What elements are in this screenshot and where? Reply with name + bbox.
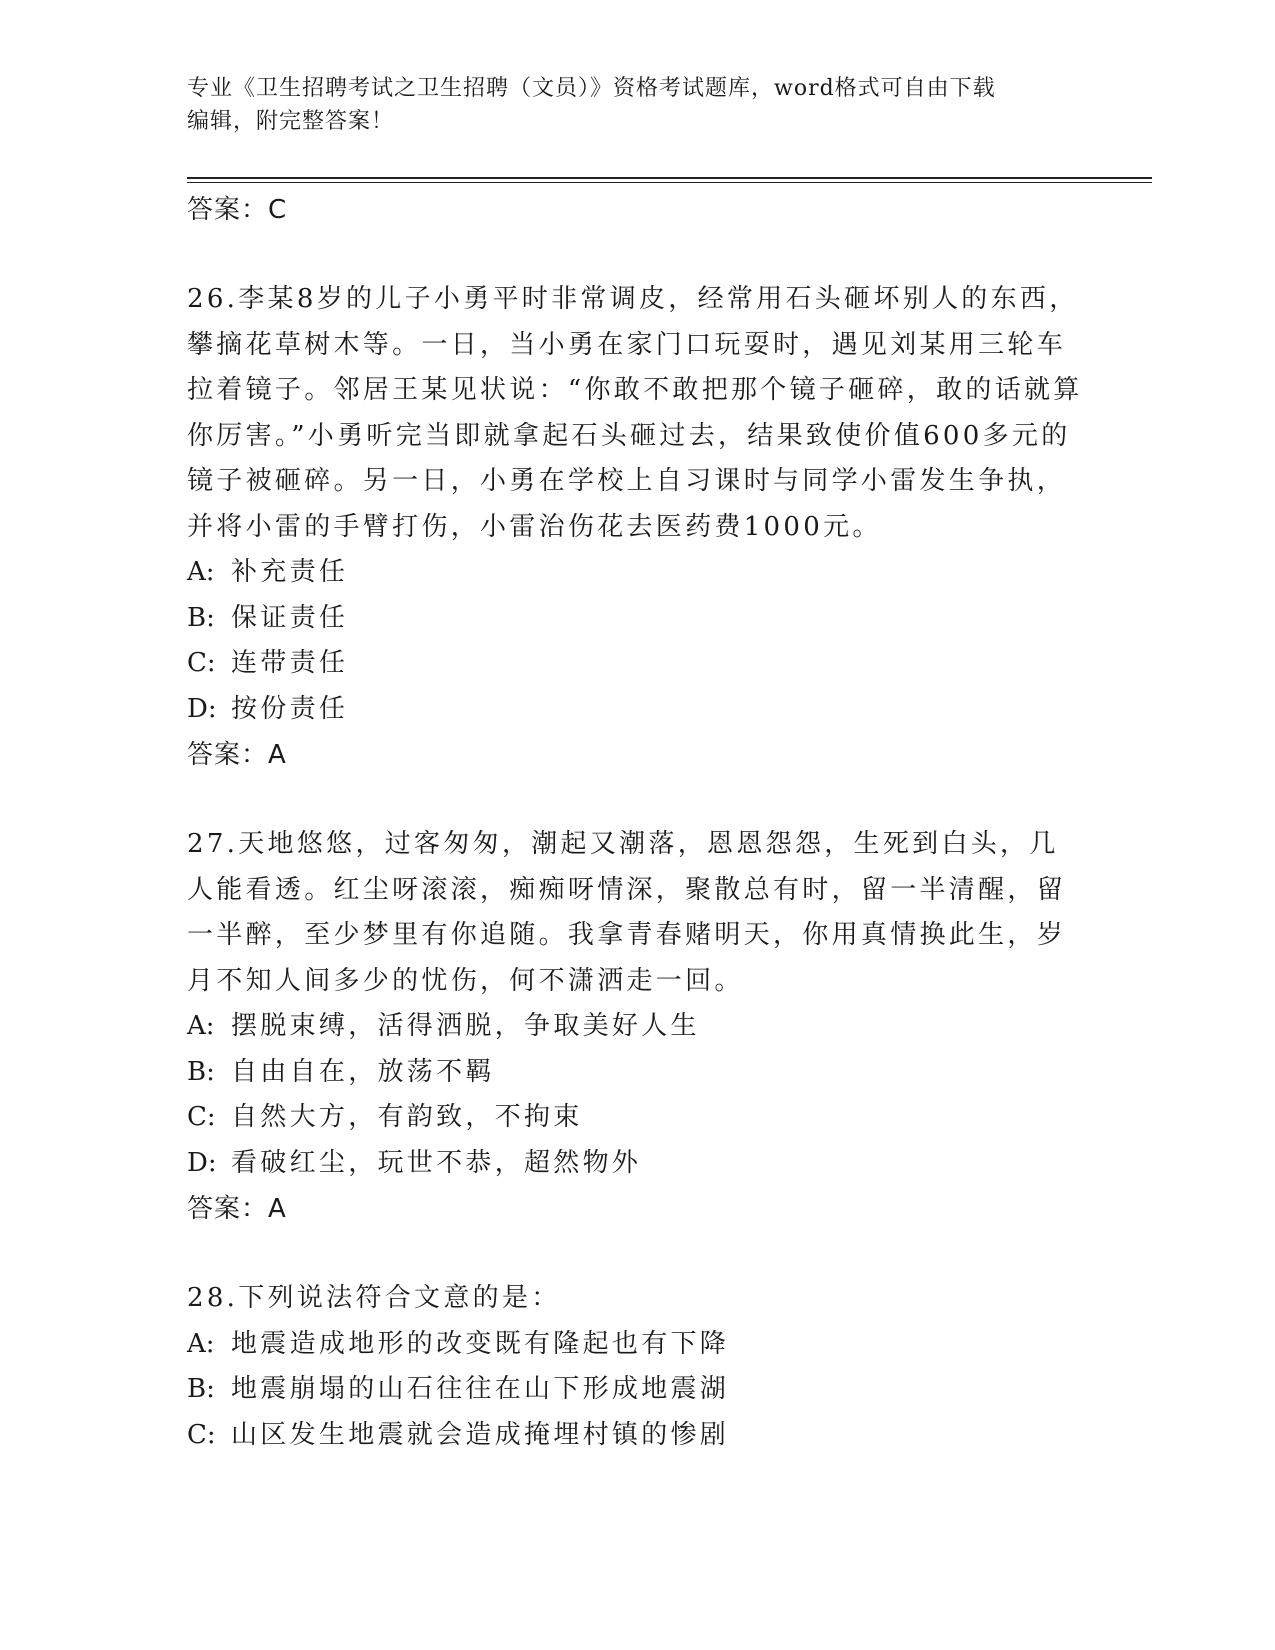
spacer (187, 233, 1087, 277)
question-stem: 28.下列说法符合文意的是： (187, 1283, 561, 1313)
option-text: 看破红尘，玩世不恭，超然物外 (231, 1147, 642, 1178)
question-28 (187, 1276, 1087, 1458)
answer-line: 答案：A (187, 1194, 287, 1224)
option-text: 保证责任 (231, 602, 349, 633)
option-letter: C: (187, 1419, 216, 1450)
option-letter: A: (187, 557, 215, 587)
option-b (187, 1367, 1087, 1413)
header-line-2: 编辑，附完整答案！ (187, 109, 395, 134)
option-letter: C: (187, 1102, 216, 1132)
header-divider-thin (187, 182, 1152, 183)
option-c (187, 641, 1087, 687)
spacer (187, 778, 1087, 822)
option-text: 自然大方，有韵致，不拘束 (231, 1102, 583, 1132)
header-divider-thick (187, 177, 1152, 179)
option-letter: B: (187, 1374, 215, 1404)
question-26 (187, 277, 1087, 778)
option-a (187, 1004, 1087, 1050)
option-text: 地震崩塌的山石往往在山下形成地震湖 (231, 1374, 730, 1404)
option-letter: B: (187, 1056, 215, 1087)
question-27 (187, 822, 1087, 1232)
question-stem: 26.李某8岁的儿子小勇平时非常调皮，经常用石头砸坏别人的东西，攀摘花草树木等。一日，当小勇在家门口玩耍时，遇见刘某用三轮车拉着镜子。邻居王某见状说：“你敢不敢把那个镜子砸碎，敢的话就算你厉害。”小勇听完当即就拿起石头砸过去，结果致使价值600多元的镜子被砸碎。另一日，小勇在学校上自习课时与同学小雷发生争执，并将小雷的手臂打伤，小雷治伤花去医药费1000元。 (187, 284, 1083, 542)
question-list (187, 187, 1087, 1458)
option-letter: B: (187, 602, 215, 633)
option-letter: D: (187, 1147, 217, 1178)
spacer (187, 1232, 1087, 1276)
question-stem: 27.天地悠悠，过客匆匆，潮起又潮落，恩恩怨怨，生死到白头，几人能看透。红尘呀滚滚，痴痴呀情深，聚散总有时，留一半清醒，留一半醉，至少梦里有你追随。我拿青春赌明天，你用真情换此生，岁月不知人间多少的忧伤，何不潇洒走一回。 (187, 829, 1067, 996)
option-text: 连带责任 (231, 648, 349, 678)
option-text: 地震造成地形的改变既有隆起也有下降 (231, 1328, 730, 1359)
option-text: 补充责任 (231, 557, 349, 587)
option-text: 按份责任 (231, 693, 349, 724)
option-text: 摆脱束缚，活得洒脱，争取美好人生 (231, 1011, 700, 1041)
option-d (187, 1141, 1087, 1187)
option-letter: C: (187, 648, 216, 678)
option-a (187, 550, 1087, 596)
header-line-1: 专业《卫生招聘考试之卫生招聘（文员）》资格考试题库，word格式可自由下载 (187, 76, 996, 101)
option-b (187, 1050, 1087, 1096)
option-text: 自由自在，放荡不羁 (231, 1056, 495, 1087)
option-b (187, 596, 1087, 642)
option-c (187, 1413, 1087, 1459)
option-d (187, 687, 1087, 733)
previous-answer: 答案：C (187, 195, 288, 225)
option-letter: A: (187, 1328, 215, 1359)
option-letter: D: (187, 693, 217, 724)
option-text: 山区发生地震就会造成掩埋村镇的惨剧 (231, 1419, 730, 1450)
option-c (187, 1095, 1087, 1141)
answer-line: 答案：A (187, 740, 287, 770)
option-a (187, 1322, 1087, 1368)
header-note (187, 72, 1087, 138)
option-letter: A: (187, 1011, 215, 1041)
